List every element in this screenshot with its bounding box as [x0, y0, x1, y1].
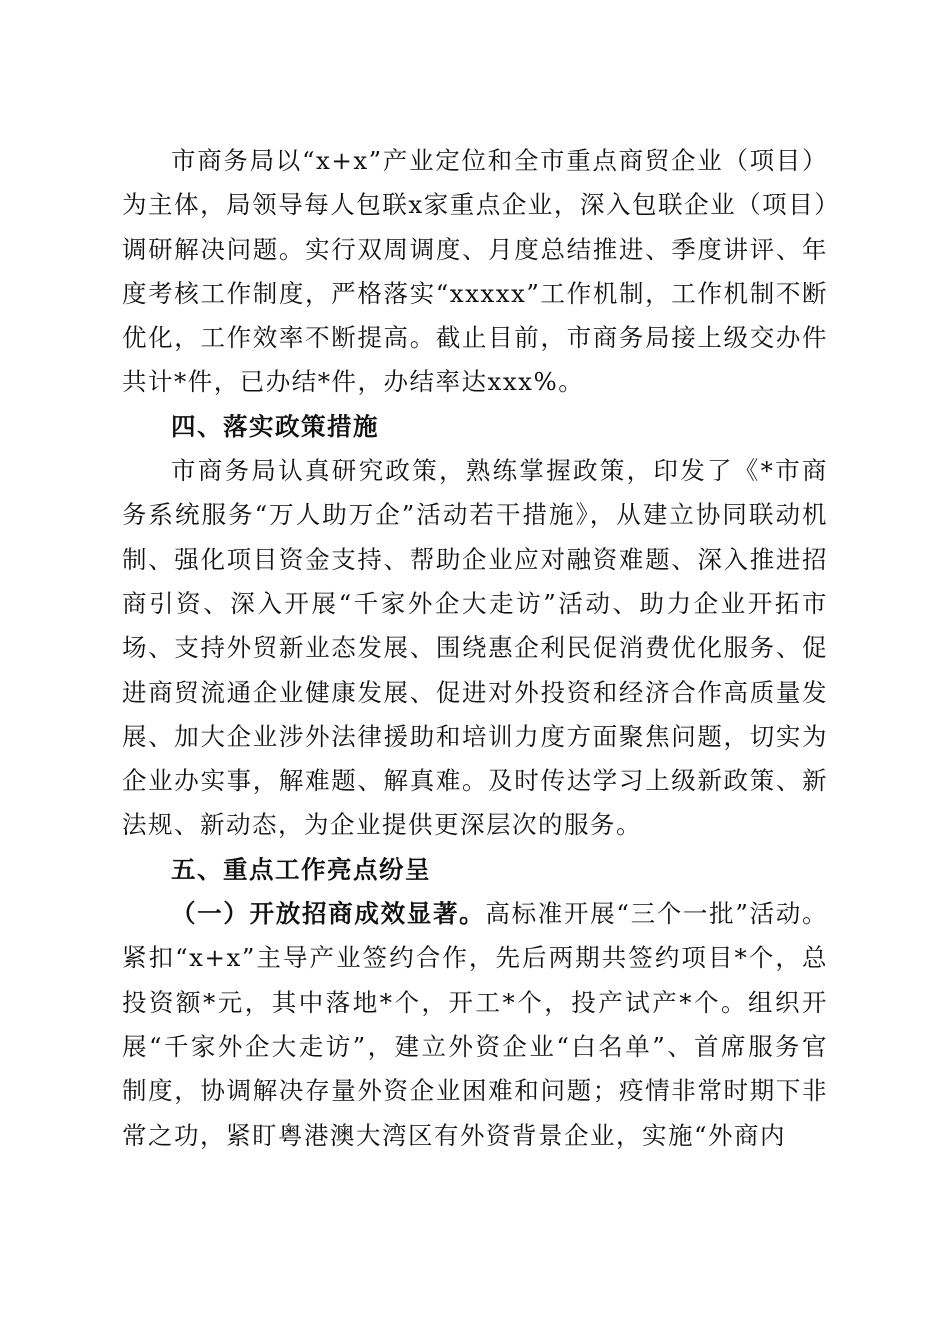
section-heading-policy-measures: 四、落实政策措施: [171, 411, 379, 441]
subheading-investment-results: （一）开放招商成效显著。: [171, 899, 486, 929]
section-heading-key-work-highlights: 五、重点工作亮点纷呈: [171, 854, 431, 884]
paragraph-investment-text: 高标准开展“三个一批”活动。紧扣“x+x”主导产业签约合作，先后两期共签约项目*个，总投资额*元，其中落地*个，开工*个，投产试产*个。组织开展“千家外企大走访”，建立外资企业“白名单”、首席服务官制度，协调解决存量外资企业困难和问题；疫情非常时期下非常之功，紧盯粤港澳大湾区有外资背景企业，实施“外商内: [122, 899, 828, 1150]
paragraph-work-mechanism: 市商务局以“x+x”产业定位和全市重点商贸企业（项目）为主体，局领导每人包联x家重点企业，深入包联企业（项目）调研解决问题。实行双周调度、月度总结推进、季度讲评、年度考核工作制度，严格落实“xxxxx”工作机制，工作机制不断优化，工作效率不断提高。截止目前，市商务局接上级交办件共计*件，已办结*件，办结率达xxx%。: [122, 146, 828, 397]
paragraph-policy-measures: 市商务局认真研究政策，熟练掌握政策，印发了《*市商务系统服务“万人助万企”活动若干措施》，从建立协同联动机制、强化项目资金支持、帮助企业应对融资难题、深入推进招商引资、深入开展“千家外企大走访”活动、助力企业开拓市场、支持外贸新业态发展、围绕惠企利民促消费优化服务、促进商贸流通企业健康发展、促进对外投资和经济合作高质量发展、加大企业涉外法律援助和培训力度方面聚焦问题，切实为企业办实事，解难题、解真难。及时传达学习上级新政策、新法规、新动态，为企业提供更深层次的服务。: [122, 456, 828, 840]
document-body: [122, 139, 828, 1158]
paragraph-investment-attraction: [122, 892, 828, 1158]
